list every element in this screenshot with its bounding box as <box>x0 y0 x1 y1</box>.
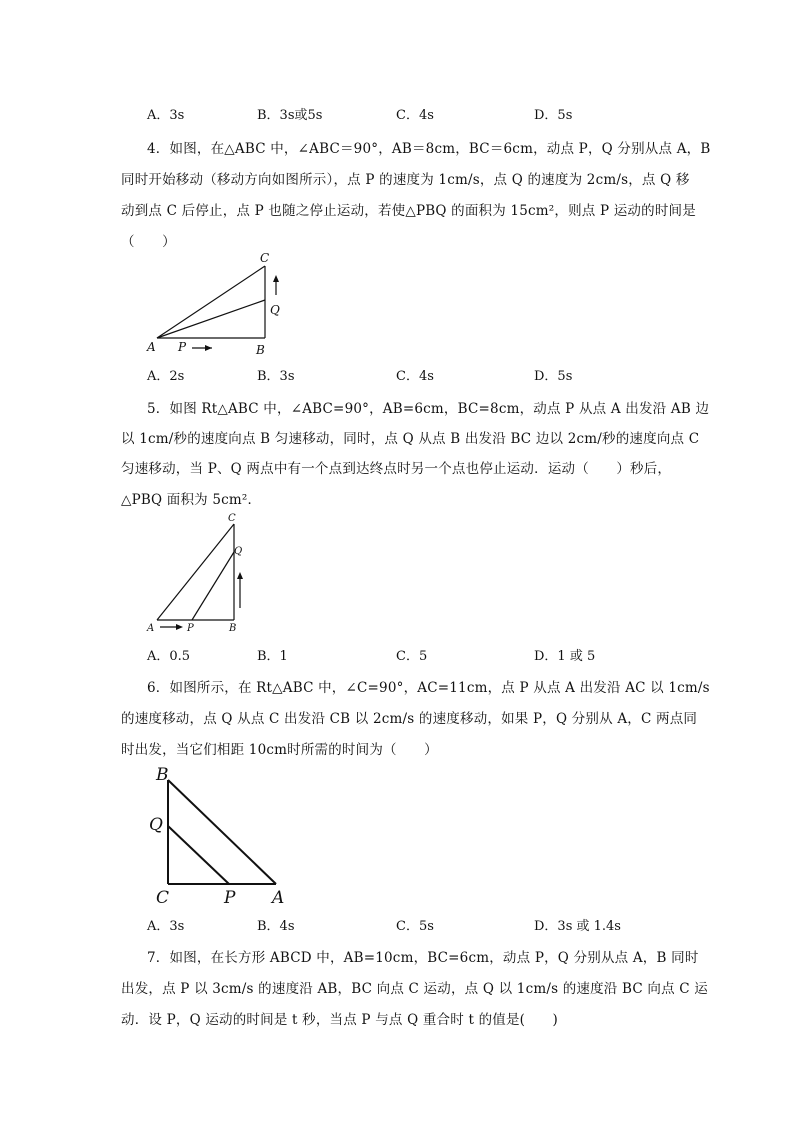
q5-option-c: C．5 <box>396 649 428 664</box>
q3-option-c: C．4s <box>396 108 434 123</box>
q6-option-c: C．5s <box>396 919 434 934</box>
q4-label-b: B <box>256 343 265 357</box>
q4-options <box>147 365 767 385</box>
q6-side-ab <box>168 780 276 884</box>
q4-side-ac <box>157 266 265 338</box>
q4-line-3: 动到点 C 后停止，点 P 也随之停止运动，若使△PBQ 的面积为 15cm²，则点 P 运动的时间是 <box>121 203 696 219</box>
q7-line-3: 动．设 P，Q 运动的时间是 t 秒，当点 P 与点 Q 重合时 t 的值是( ) <box>121 1012 558 1028</box>
q6-segment-qp <box>168 826 229 884</box>
q5-label-a: A <box>147 623 155 634</box>
q6-option-b: B．4s <box>257 919 295 934</box>
q5-arrow-q-head <box>237 572 243 579</box>
q6-label-c: C <box>156 888 170 908</box>
q6-line-3: 时出发，当它们相距 10cm时所需的时间为（ ） <box>121 742 438 758</box>
q5-option-b: B．1 <box>257 649 288 664</box>
q3-option-d: D．5s <box>534 108 573 123</box>
q6-options <box>147 915 767 935</box>
q4-segment-aq <box>157 300 265 338</box>
q4-label-a: A <box>147 340 156 354</box>
q7-line-2: 出发，点 P 以 3cm/s 的速度沿 AB，BC 向点 C 运动，点 Q 以 1cm/s 的速度沿 BC 向点 C 运 <box>121 981 708 997</box>
q6-label-p: P <box>224 888 236 908</box>
q5-options <box>147 645 767 665</box>
q5-line-2: 以 1cm/秒的速度向点 B 匀速移动，同时，点 Q 从点 B 出发沿 BC 边以 2cm/秒的速度向点 C <box>121 431 700 447</box>
q5-side-ac <box>157 524 234 620</box>
q5-line-3: 匀速移动，当 P、Q 两点中有一个点到达终点时另一个点也停止运动．运动（ ）秒后， <box>121 461 672 477</box>
q3-option-a: A．3s <box>147 108 185 123</box>
q5-option-d: D．1 或 5 <box>534 649 596 664</box>
q4-option-c: C．4s <box>396 369 434 384</box>
q6-option-d: D．3s 或 1.4s <box>534 919 621 934</box>
q5-label-p: P <box>187 623 194 634</box>
q5-arrow-p-head <box>176 624 183 630</box>
q4-arrow-p-head <box>205 345 212 351</box>
q6-label-b: B <box>156 765 169 785</box>
q4-figure <box>140 248 300 358</box>
q4-option-a: A．2s <box>147 369 185 384</box>
q4-line-2: 同时开始移动（移动方向如图所示），点 P 的速度为 1cm/s，点 Q 的速度为 2cm/s，点 Q 移 <box>121 172 690 188</box>
q7-line-1: 7．如图，在长方形 ABCD 中，AB=10cm，BC=6cm，动点 P，Q 分别从点 A，B 同时 <box>147 950 699 966</box>
q5-segment-pq <box>192 552 234 620</box>
q5-label-c: C <box>228 513 236 524</box>
q6-label-q: Q <box>149 815 163 835</box>
q3-option-b: B．3s或5s <box>257 108 323 123</box>
q4-arrow-q-head <box>273 275 279 282</box>
q4-line-1: 4．如图，在△ABC 中，∠ABC＝90°，AB＝8cm，BC＝6cm，动点 P，Q 分别从点 A，B <box>147 141 711 157</box>
q5-label-b: B <box>229 623 237 634</box>
q4-line-4: （ ） <box>121 234 176 250</box>
q4-option-b: B．3s <box>257 369 295 384</box>
q5-label-q: Q <box>234 546 243 557</box>
q4-label-q: Q <box>270 303 280 317</box>
q3-options <box>147 104 767 124</box>
q4-label-c: C <box>260 251 270 265</box>
q4-option-d: D．5s <box>534 369 573 384</box>
q5-line-1: 5．如图 Rt△ABC 中，∠ABC=90°，AB=6cm，BC=8cm，动点 P 从点 A 出发沿 AB 边 <box>147 401 710 417</box>
q5-figure <box>140 510 260 635</box>
q5-option-a: A．0.5 <box>147 649 191 664</box>
q6-figure <box>140 762 300 910</box>
q4-label-p: P <box>178 340 187 354</box>
q6-option-a: A．3s <box>147 919 185 934</box>
q6-line-2: 的速度移动，点 Q 从点 C 出发沿 CB 以 2cm/s 的速度移动，如果 P，Q 分别从 A，C 两点同 <box>121 711 698 727</box>
q6-line-1: 6．如图所示，在 Rt△ABC 中，∠C=90°，AC=11cm，点 P 从点 A 出发沿 AC 以 1cm/s <box>147 680 710 696</box>
q6-label-a: A <box>272 888 285 908</box>
q5-line-4: △PBQ 面积为 5cm²． <box>121 492 262 508</box>
